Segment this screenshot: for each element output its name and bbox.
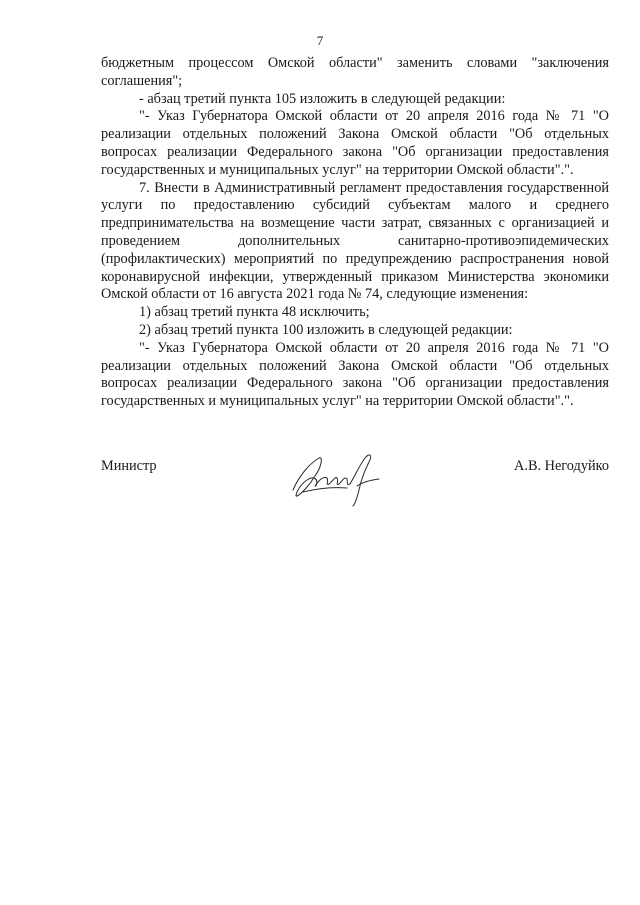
handwritten-signature bbox=[289, 446, 384, 508]
document-body bbox=[101, 55, 609, 411]
paragraph: - абзац третий пункта 105 изложить в следующей редакции: bbox=[139, 90, 506, 107]
signer-name: А.В. Негодуйко bbox=[514, 458, 609, 474]
paragraph: 1) абзац третий пункта 48 исключить; bbox=[139, 304, 370, 321]
page-number: 7 bbox=[316, 33, 324, 48]
paragraph: 7. Внести в Административный регламент предоставления государственной услуги по предоставлению субсидий субъектам малого и среднего предпринимательства на возмещение части затрат, связанных с организацией и проведением дополнительных санитарно-противоэпидемических (профилактических) мероприятий по предупреждению распространения новой коронавирусной инфекции, утвержденный приказом Министерства экономики Омской области от 16 августа 2021 года № 74, следующие изменения: bbox=[101, 179, 609, 303]
paragraph: "- Указ Губернатора Омской области от 20 апреля 2016 года № 71 "О реализации отдельных положений Закона Омской области "Об отдельных вопросах реализации Федерального закона "Об организации предоставления государственных и муниципальных услуг" на территории Омской области".". bbox=[101, 108, 609, 178]
signer-title: Министр bbox=[101, 458, 157, 474]
signature-block bbox=[101, 458, 609, 528]
paragraph: бюджетным процессом Омской области" заменить словами "заключения соглашения"; bbox=[101, 55, 609, 89]
paragraph: "- Указ Губернатора Омской области от 20 апреля 2016 года № 71 "О реализации отдельных положений Закона Омской области "Об отдельных вопросах реализации Федерального закона "Об организации предоставления государственных и муниципальных услуг" на территории Омской области".". bbox=[101, 339, 609, 410]
paragraph: 2) абзац третий пункта 100 изложить в следующей редакции: bbox=[139, 321, 513, 338]
